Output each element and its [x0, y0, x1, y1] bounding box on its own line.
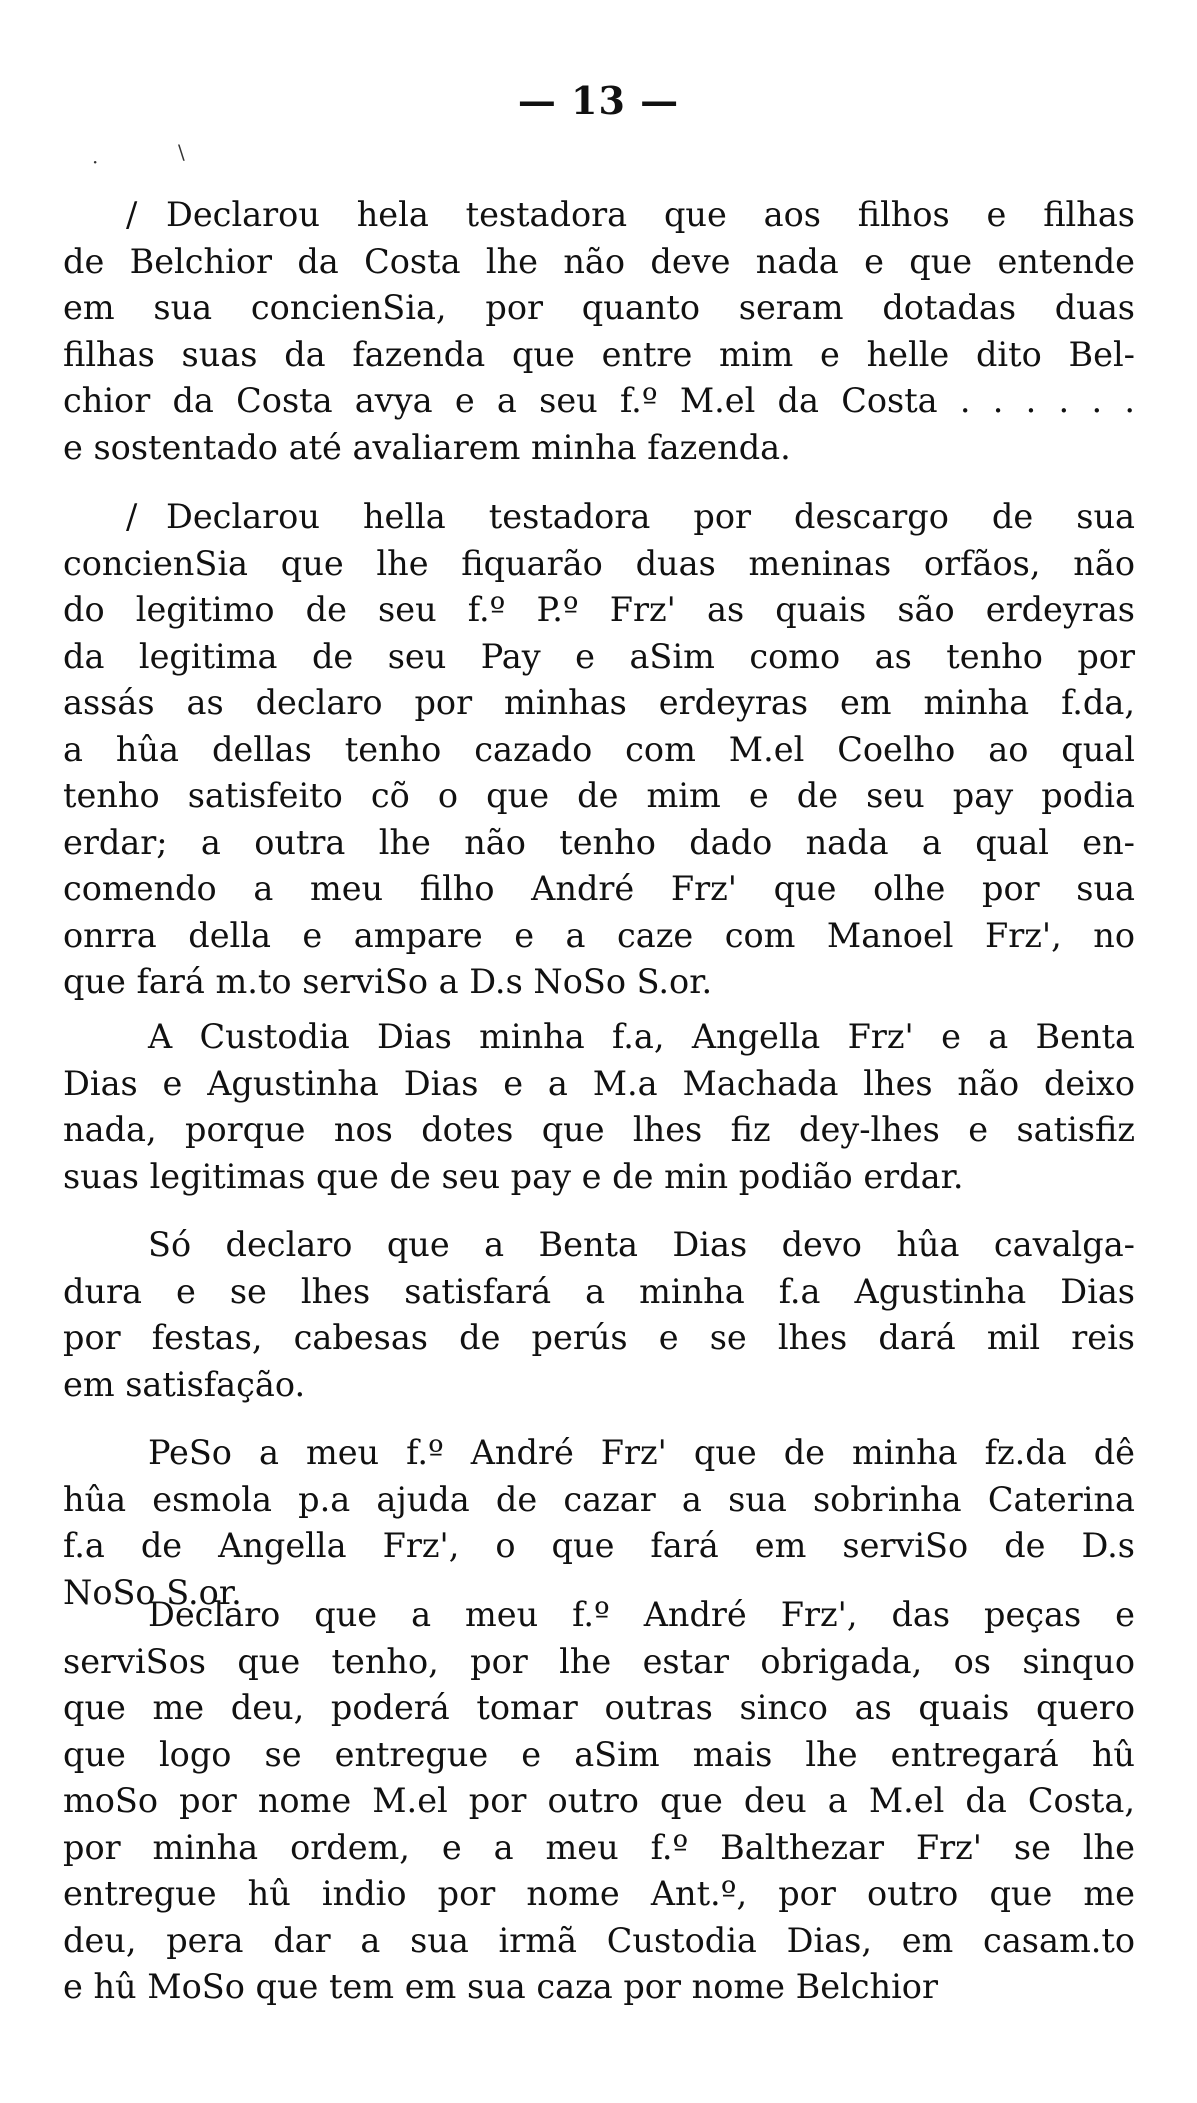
- text-line: A Custodia Dias minha f.a, Angella Frz' e a Benta: [148, 1017, 1135, 1056]
- text-line: e sostentado até avaliarem minha fazenda.: [63, 427, 791, 467]
- text-line: NoSo S.or.: [63, 1572, 242, 1612]
- paragraph: [63, 192, 1135, 471]
- paragraph: [63, 1430, 1135, 1616]
- text-line: Só declaro que a Benta Dias devo hûa cavalga-: [148, 1225, 1135, 1264]
- text-line: Dias e Agustinha Dias e a M.a Machada lhes não deixo: [63, 1063, 1135, 1103]
- document-page: — 13 — · \ / Declarou hela testadora que aos filhos e filhas de Belchior da Costa lhe não deve nada e que entende em sua concienSia, por quanto seram dotadas duas filhas suas da fazenda que entre mim e helle dito Bel- chior da Costa avya e a seu f.º M.el da Costa . . . . . . e sostentado até avaliarem minha fazenda. / Declarou hella testadora por descargo de sua concienSia que lhe fiquarão duas meninas orfãos, não do legitimo de seu f.º P.º Frz' as quais são erdeyras da legitima de seu Pay e aSim como as tenho por assás as declaro por minhas erdeyras em minha f.da, a hûa dellas tenho cazado com M.el Coelho ao qual tenho satisfeito cõ o que de mim e de seu pay podia erdar; a outra lhe não tenho dado nada a qual en- comendo a meu filho André Frz' que olhe por sua onrra della e ampare e a caze com Manoel Frz', no que fará m.to serviSo a D.s NoSo S.or. A Custodia Dias minha f.a, Angella Frz' e a Benta Dias e Agustinha Dias e a M.a Machada lhes não deixo nada, porque nos dotes que lhes fiz dey-lhes e satisfiz suas legitimas que de seu pay e de min podião erdar. Só declaro que a Benta Dias devo hûa cavalga- dura e se lhes satisfará a minha f.a Agustinha Dias por festas, cabesas de perús e se lhes dará mil reis em satisfação. PeSo a meu f.º André Frz' que de minha fz.da dê hûa esmola p.a ajuda de cazar a sua sobrinha Caterina f.a de Angella Frz', o que fará em serviSo de D.s NoSo S.or. Declaro que a meu f.º André Frz', das peças e serviSos que tenho, por lhe estar obrigada, os sinquo que me deu, poderá tomar outras sinco as quais quero que logo se entregue e aSim mais lhe entregará hû moSo por nome M.el por outro que deu a M.el da Costa, por minha ordem, e a meu f.º Balthezar Frz' se lhe entregue hû indio por nome Ant.º, por outro que me deu, pera dar a sua irmã Custodia Dias, em casam.to e hû MoSo que tem em sua caza por nome Belchior: [0, 0, 1197, 2103]
- text-line: Declarou hella testadora por descargo de sua: [166, 497, 1135, 536]
- text-line: de Belchior da Costa lhe não deve nada e que entende: [63, 241, 1135, 281]
- text-line: concienSia que lhe fiquarão duas meninas orfãos, não: [63, 543, 1135, 583]
- text-line: por festas, cabesas de perús e se lhes dará mil reis: [63, 1318, 1135, 1357]
- paragraph-marker: /: [126, 195, 138, 234]
- text-line: hûa esmola p.a ajuda de cazar a sua sobrinha Caterina: [63, 1479, 1135, 1519]
- text-line: onrra della e ampare e a caze com Manoel Frz', no: [63, 915, 1135, 955]
- text-line: Declarou hela testadora que aos filhos e filhas: [166, 195, 1135, 234]
- text-line: Declaro que a meu f.º André Frz', das peças e: [148, 1595, 1135, 1634]
- text-line: moSo por nome M.el por outro que deu a M.el da Costa,: [63, 1781, 1135, 1820]
- paragraph: [63, 1592, 1135, 2011]
- text-line: que logo se entregue e aSim mais lhe entregará hû: [63, 1734, 1135, 1774]
- text-line: assás as declaro por minhas erdeyras em minha f.da,: [63, 683, 1135, 722]
- text-line: em sua concienSia, por quanto seram dotadas duas: [63, 288, 1135, 327]
- text-line: entregue hû indio por nome Ant.º, por outro que me: [63, 1874, 1135, 1913]
- text-line: do legitimo de seu f.º P.º Frz' as quais são erdeyras: [63, 590, 1135, 629]
- text-line: chior da Costa avya e a seu f.º M.el da Costa . . . . . .: [63, 381, 1135, 420]
- text-line: serviSos que tenho, por lhe estar obrigada, os sinquo: [63, 1641, 1135, 1681]
- text-line: por minha ordem, e a meu f.º Balthezar Frz' se lhe: [63, 1827, 1135, 1867]
- paragraph: [63, 494, 1135, 1006]
- text-line: comendo a meu filho André Frz' que olhe por sua: [63, 869, 1135, 908]
- text-line: dura e se lhes satisfará a minha f.a Agustinha Dias: [63, 1271, 1135, 1311]
- text-line: PeSo a meu f.º André Frz' que de minha fz.da dê: [148, 1433, 1135, 1472]
- text-line: deu, pera dar a sua irmã Custodia Dias, em casam.to: [63, 1920, 1135, 1960]
- page-number: — 13 —: [517, 78, 680, 123]
- text-line: e hû MoSo que tem em sua caza por nome Belchior: [63, 1967, 938, 2006]
- text-line: que me deu, poderá tomar outras sinco as quais quero: [63, 1688, 1135, 1727]
- text-line: que fará m.to serviSo a D.s NoSo S.or.: [63, 962, 713, 1001]
- text-line: a hûa dellas tenho cazado com M.el Coelho ao qual: [63, 729, 1135, 769]
- paragraph: [63, 1014, 1135, 1200]
- text-line: da legitima de seu Pay e aSim como as tenho por: [63, 636, 1135, 676]
- paragraph: [63, 1222, 1135, 1408]
- text-line: nada, porque nos dotes que lhes fiz dey-lhes e satisfiz: [63, 1110, 1135, 1149]
- text-line: filhas suas da fazenda que entre mim e helle dito Bel-: [63, 334, 1135, 374]
- text-line: erdar; a outra lhe não tenho dado nada a qual en-: [63, 822, 1135, 862]
- text-line: em satisfação.: [63, 1364, 306, 1404]
- text-line: suas legitimas que de seu pay e de min podião erdar.: [63, 1156, 964, 1196]
- text-line: tenho satisfeito cõ o que de mim e de seu pay podia: [63, 776, 1135, 815]
- paragraph-marker: /: [126, 497, 138, 536]
- text-line: f.a de Angella Frz', o que fará em serviSo de D.s: [63, 1526, 1135, 1565]
